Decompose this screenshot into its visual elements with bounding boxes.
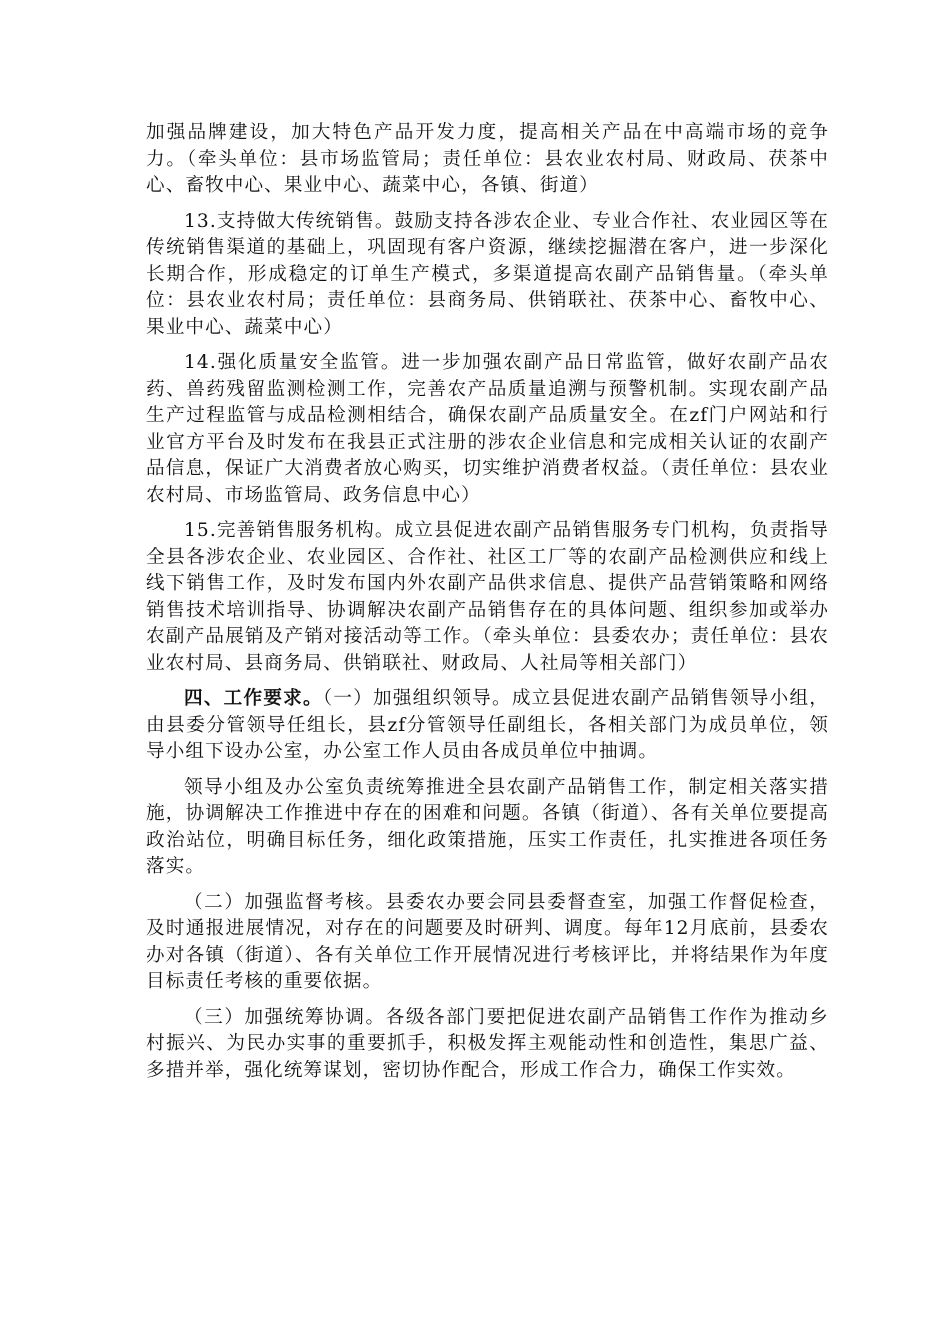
paragraph-item-13: 13.支持做大传统销售。鼓励支持各涉农企业、专业合作社、农业园区等在传统销售渠道的基础上，巩固现有客户资源，继续挖掘潜在客户，进一步深化长期合作，形成稳定的订单生产模式，多渠道提高农副产品销售量。（牵头单位：县农业农村局；责任单位：县商务局、供销联社、茯茶中心、畜牧中心、果业中心、蔬菜中心） [146, 210, 829, 338]
paragraph-supervision: （二）加强监督考核。县委农办要会同县委督查室，加强工作督促检查，及时通报进展情况，对存在的问题要及时研判、调度。每年12月底前，县委农办对各镇（街道）、各有关单位工作开展情况进行考核评比，并将结果作为年度目标责任考核的重要依据。 [146, 891, 829, 992]
paragraph-item-14: 14.强化质量安全监管。进一步加强农副产品日常监管，做好农副产品农药、兽药残留监测检测工作，完善农产品质量追溯与预警机制。实现农副产品生产过程监管与成品检测相结合，确保农副产品质量安全。在zf门户网站和行业官方平台及时发布在我县正式注册的涉农企业信息和完成相关认证的农副产品信息，保证广大消费者放心购买，切实维护消费者权益。（责任单位：县农业农村局、市场监管局、政务信息中心） [146, 352, 829, 506]
section-heading: 四、工作要求。 [184, 688, 323, 709]
paragraph-coordination: （三）加强统筹协调。各级各部门要把促进农副产品销售工作作为推动乡村振兴、为民办实事的重要抓手，积极发挥主观能动性和创造性，集思广益、多措并举，强化统筹谋划，密切协作配合，形成工作合力，确保工作实效。 [146, 1006, 829, 1081]
paragraph-section-4-continued: 领导小组及办公室负责统筹推进全县农副产品销售工作，制定相关落实措施，协调解决工作推进中存在的困难和问题。各镇（街道）、各有关单位要提高政治站位，明确目标任务，细化政策措施，压实工作责任，扎实推进各项任务落实。 [146, 776, 829, 877]
section-4-body: （一）加强组织领导。成立县促进农副产品销售领导小组，由县委分管领导任组长，县zf分管领导任副组长，各相关部门为成员单位，领导小组下设办公室，办公室工作人员由各成员单位中抽调。 [146, 688, 829, 762]
paragraph-item-15: 15.完善销售服务机构。成立县促进农副产品销售服务专门机构，负责指导全县各涉农企业、农业园区、合作社、社区工厂等的农副产品检测供应和线上线下销售工作，及时发布国内外农副产品供求信息、提供产品营销策略和网络销售技术培训指导、协调解决农副产品销售存在的具体问题、组织参加或举办农副产品展销及产销对接活动等工作。（牵头单位：县委农办；责任单位：县农业农村局、县商务局、供销联社、财政局、人社局等相关部门） [146, 520, 829, 674]
paragraph-continuation: 加强品牌建设，加大特色产品开发力度，提高相关产品在中高端市场的竞争力。（牵头单位：县市场监管局；责任单位：县农业农村局、财政局、茯茶中心、畜牧中心、果业中心、蔬菜中心，各镇、街道） [146, 122, 829, 196]
document-page [146, 120, 829, 1093]
paragraph-section-4 [146, 686, 829, 766]
